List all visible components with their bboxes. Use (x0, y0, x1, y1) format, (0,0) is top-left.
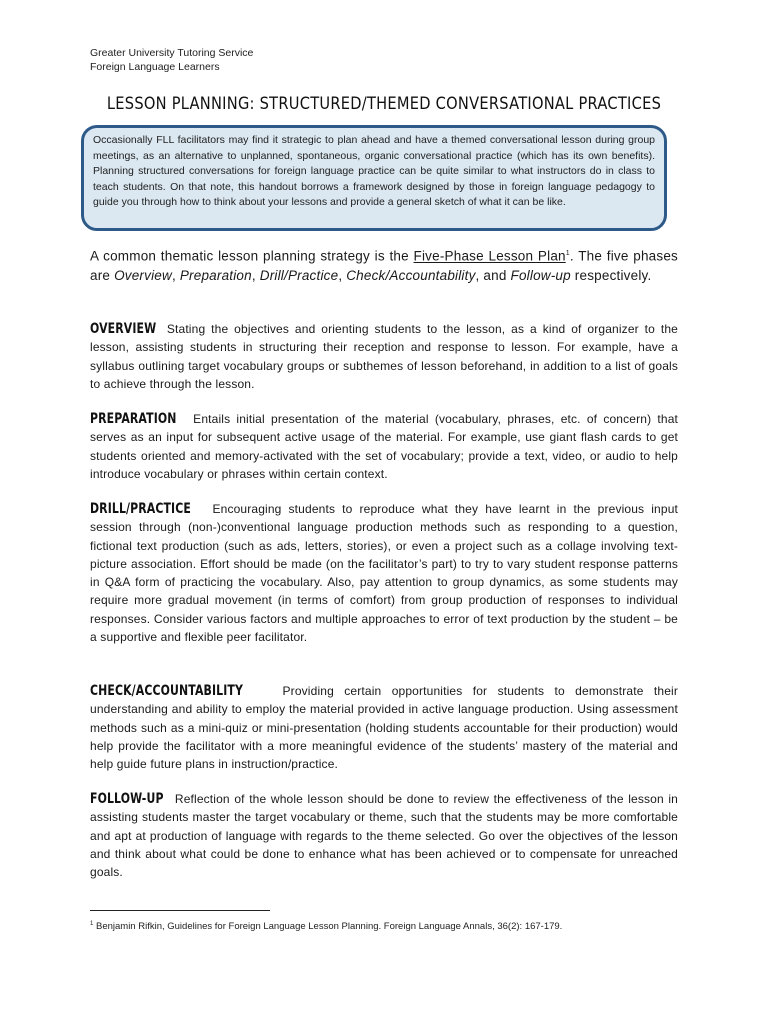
phase-preparation: Preparation (179, 268, 252, 283)
section-drill-practice (90, 500, 678, 646)
section-preparation (90, 410, 678, 483)
five-phase-lesson-plan-reference: Five-Phase Lesson Plan (413, 248, 566, 264)
page-title: LESSON PLANNING: STRUCTURED/THEMED CONVERSATIONAL PRACTICES (106, 94, 662, 114)
separator: , (171, 268, 180, 283)
phase-drill-practice: Drill/Practice (259, 268, 339, 283)
section-body: Providing certain opportunities for students to demonstrate their understanding and ability to employ the material provided in active language production. Using assessment methods such as a mini-quiz or mini-presentation (holding students accountable for their production) would help provide the facilitator with a more meaningful evidence of the students’ mastery of the material and help guide future plans in instruction/practice. (90, 684, 678, 772)
callout-text: Occasionally FLL facilitators may find it strategic to plan ahead and have a themed conversational lesson during group meetings, as an alternative to unplanned, spontaneous, organic conversational practice (which has its own benefits). Planning structured conversations for foreign language practice can be quite similar to what instructors do in class to teach students. On that note, this handout borrows a framework designed by those in foreign language pedagogy to guide you through how to think about your lessons and provide a general sketch of what it can be like. (93, 134, 655, 209)
page-header (90, 46, 253, 74)
intro-callout-box (81, 125, 667, 231)
section-check-accountability (90, 682, 678, 773)
section-body: Stating the objectives and orienting students to the lesson, as a kind of organizer to the lesson, assisting students in structuring their reception and response to lesson. For example, have a syllabus outlining target vocabulary groups or subthemes of lesson beforehand, in addition to a list of goals to achieve through the lesson. (90, 322, 679, 391)
intro-text-before: A common thematic lesson planning strategy is the (90, 248, 414, 264)
footnote (90, 918, 562, 933)
section-heading: PREPARATION (90, 411, 177, 427)
section-follow-up (90, 790, 678, 881)
footnote-marker: 1 (565, 250, 570, 257)
section-body: Encouraging students to reproduce what they have learnt in the previous input session through (non-)conventional language production methods such as responding to a question, fictional text production (such as ads, letters, stories), or even a project such as a collage involving text-picture association. Effort should be made (on the facilitator’s part) to try to vary student response patterns in Q&A form of practicing the vocabulary. Also, pay attention to group dynamics, as some students may require more gradual movement (in terms of comfort) from group production of responses to individual responses. Consider various factors and multiple approaches to error of text production by the student – be a supportive and flexible peer facilitator. (90, 502, 679, 645)
section-heading: CHECK/ACCOUNTABILITY (90, 683, 244, 699)
phase-overview: Overview (114, 268, 172, 283)
footnote-text: Benjamin Rifkin, Guidelines for Foreign Language Lesson Planning. Foreign Language Annals, 36(2): 167-179. (95, 921, 563, 933)
phase-follow-up: Follow-up (510, 268, 571, 283)
section-heading: DRILL/PRACTICE (90, 501, 191, 517)
separator: , (251, 268, 260, 283)
intro-text-after: respectively. (570, 268, 652, 283)
section-overview (90, 320, 678, 393)
separator: , and (475, 268, 511, 283)
section-heading: OVERVIEW (90, 321, 157, 337)
section-body: Reflection of the whole lesson should be done to review the effectiveness of the lesson in assisting students master the target vocabulary or theme, such that the students may be more comfortable and apt at production of language with regards to the theme selected. Go over the objectives of the lesson and think about what could be done to enhance what has been achieved or to compensate for unreached goals. (90, 792, 678, 880)
footnote-number: 1 (90, 921, 94, 927)
intro-paragraph (90, 244, 678, 286)
footnote-divider (90, 910, 270, 911)
phase-check-accountability: Check/Accountability (346, 268, 476, 283)
intro-text-mid: . The five phases are (90, 248, 678, 283)
separator: , (338, 268, 347, 283)
org-name: Greater University Tutoring Service (90, 47, 254, 59)
section-body: Entails initial presentation of the material (vocabulary, phrases, etc. of concern) that serves as an input for subsequent active usage of the material. For example, use giant flash cards to get students oriented and memory-activated with the set of vocabulary; provide a text, video, or audio to help introduce vocabulary or phrases within certain context. (90, 412, 679, 481)
program-name: Foreign Language Learners (90, 61, 220, 73)
section-heading: FOLLOW-UP (90, 791, 164, 807)
